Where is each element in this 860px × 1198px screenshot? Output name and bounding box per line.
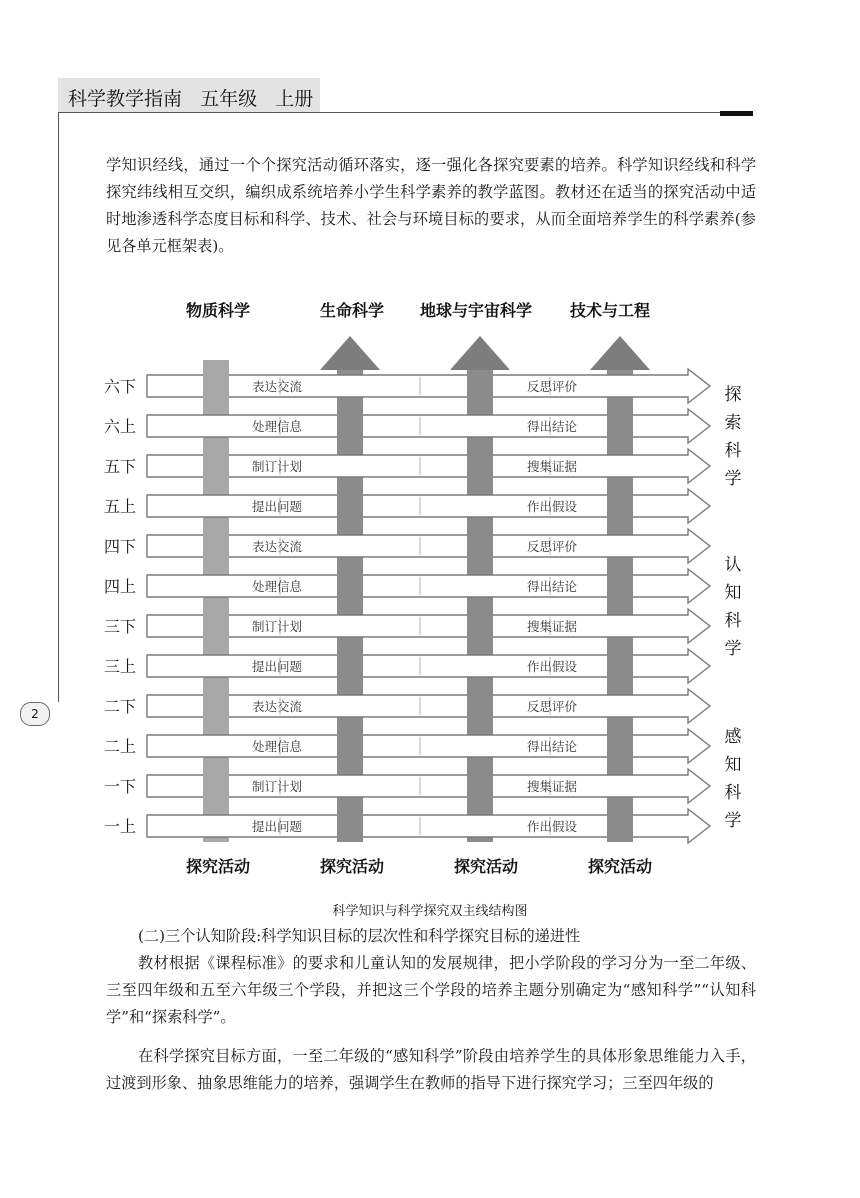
left-step-label: 处理信息	[252, 579, 303, 594]
right-step-label: 反思评价	[527, 699, 578, 714]
grade-label: 二上	[104, 737, 137, 756]
column-weave-segment	[607, 734, 633, 758]
left-step-label: 表达交流	[252, 539, 303, 554]
right-step-label: 反思评价	[527, 539, 578, 554]
diagram-columns-front	[203, 374, 633, 838]
inquiry-activity-label: 探究活动	[319, 857, 385, 876]
column-weave-segment	[607, 494, 633, 518]
left-step-label: 处理信息	[252, 419, 303, 434]
column-weave-segment	[467, 374, 493, 398]
column-weave-segment	[607, 574, 633, 598]
right-step-label: 得出结论	[527, 579, 578, 594]
column-arrowhead	[450, 336, 510, 370]
left-step-label: 制订计划	[252, 779, 303, 794]
left-step-label: 提出问题	[252, 499, 303, 514]
page-number: 2	[20, 702, 50, 726]
column-weave-segment	[467, 614, 493, 638]
body-paragraph: 教材根据《课程标准》的要求和儿童认知的发展规律，把小学阶段的学习分为一至二年级、三至四年级和五至六年级三个学段，并把这三个学段的培养主题分别确定为“感知科学”“认知科学”和“探索科学”。	[106, 954, 756, 1026]
right-step-label: 搜集证据	[527, 619, 578, 634]
right-step-label: 得出结论	[527, 739, 578, 754]
knowledge-column-label: 地球与宇宙科学	[419, 301, 533, 320]
stage-label: 认知科学	[724, 555, 742, 659]
column-weave-segment	[203, 774, 229, 798]
grade-label: 六下	[104, 377, 137, 396]
grade-label: 四下	[104, 537, 137, 556]
stage-label: 探索科学	[724, 385, 742, 489]
right-step-label: 搜集证据	[527, 459, 578, 474]
column-weave-segment	[337, 734, 363, 758]
grade-label: 二下	[104, 697, 137, 716]
column-weave-segment	[337, 574, 363, 598]
right-step-label: 反思评价	[527, 379, 578, 394]
inquiry-activity-label: 探究活动	[185, 857, 251, 876]
column-arrowhead	[320, 336, 380, 370]
left-step-label: 提出问题	[252, 659, 303, 674]
grade-label: 六上	[104, 417, 137, 436]
right-step-label: 得出结论	[527, 419, 578, 434]
column-weave-segment	[203, 374, 229, 398]
knowledge-column-label: 生命科学	[319, 301, 385, 320]
column-arrowhead	[590, 336, 650, 370]
grade-label: 三上	[104, 657, 137, 676]
knowledge-column-label: 技术与工程	[569, 301, 651, 320]
column-weave-segment	[467, 774, 493, 798]
grade-label: 三下	[104, 617, 137, 636]
left-step-label: 处理信息	[252, 739, 303, 754]
column-weave-segment	[337, 654, 363, 678]
left-step-label: 制订计划	[252, 459, 303, 474]
column-weave-segment	[337, 814, 363, 838]
intro-paragraph: 学知识经线，通过一个个探究活动循环落实，逐一强化各探究要素的培养。科学知识经线和科学探究纬线相互交织，编织成系统培养小学生科学素养的教学蓝图。教材还在适当的探究活动中适时地渗透科学态度目标和科学、技术、社会与环境目标的要求，从而全面培养学生的科学素养(参见各单元框架表)。	[106, 156, 756, 255]
column-weave-segment	[467, 694, 493, 718]
left-step-label: 制订计划	[252, 619, 303, 634]
right-step-label: 作出假设	[527, 499, 578, 514]
diagram-caption: 科学知识与科学探究双主线结构图	[332, 904, 528, 919]
column-weave-segment	[607, 814, 633, 838]
grade-label: 一上	[104, 817, 137, 836]
left-step-label: 提出问题	[252, 819, 303, 834]
column-weave-segment	[203, 534, 229, 558]
header-title: 科学教学指南 五年级 上册	[68, 88, 314, 110]
column-weave-segment	[203, 454, 229, 478]
stage-label: 感知科学	[724, 727, 742, 831]
column-weave-segment	[337, 494, 363, 518]
column-bar	[607, 370, 633, 842]
grade-label: 五上	[104, 497, 137, 516]
section-heading: (二)三个认知阶段:科学知识目标的层次性和科学探究目标的递进性	[138, 927, 581, 945]
column-weave-segment	[467, 534, 493, 558]
left-step-label: 表达交流	[252, 699, 303, 714]
inquiry-activity-label: 探究活动	[587, 857, 653, 876]
right-step-label: 作出假设	[527, 819, 578, 834]
column-bar	[467, 370, 493, 842]
knowledge-column-label: 物质科学	[185, 301, 251, 320]
column-bar	[337, 370, 363, 842]
column-weave-segment	[337, 414, 363, 438]
grade-label: 五下	[104, 457, 137, 476]
left-step-label: 表达交流	[252, 379, 303, 394]
right-step-label: 搜集证据	[527, 779, 578, 794]
column-weave-segment	[203, 614, 229, 638]
column-weave-segment	[203, 694, 229, 718]
column-weave-segment	[467, 454, 493, 478]
body-paragraph: 在科学探究目标方面，一至二年级的“感知科学”阶段由培养学生的具体形象思维能力入手，过渡到形象、抽象思维能力的培养，强调学生在教师的指导下进行探究学习；三至四年级的	[106, 1047, 756, 1092]
grade-label: 四上	[104, 577, 137, 596]
column-weave-segment	[607, 654, 633, 678]
grade-label: 一下	[104, 777, 137, 796]
inquiry-activity-label: 探究活动	[453, 857, 519, 876]
column-weave-segment	[607, 414, 633, 438]
right-step-label: 作出假设	[527, 659, 578, 674]
